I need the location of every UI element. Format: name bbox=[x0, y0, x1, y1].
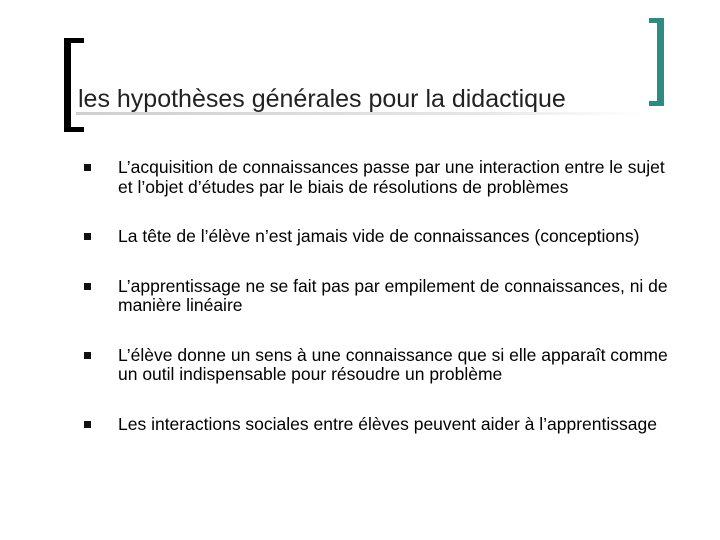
slide-title: les hypothèses générales pour la didactique bbox=[78, 85, 566, 113]
bullet-item bbox=[84, 227, 674, 247]
square-bullet-icon bbox=[84, 421, 91, 428]
bullet-item bbox=[84, 277, 674, 316]
title-bracket-left bbox=[64, 38, 71, 132]
title-bracket-right-top bbox=[649, 18, 664, 23]
bullet-text: Les interactions sociales entre élèves peuvent aider à l’apprentissage bbox=[118, 413, 657, 434]
square-bullet-icon bbox=[84, 283, 91, 290]
bullet-list bbox=[84, 158, 674, 434]
bullet-text: L’acquisition de connaissances passe par une interaction entre le sujet et l’objet d’études par le biais de résolutions de problèmes bbox=[118, 157, 665, 197]
title-bracket-left-bottom bbox=[64, 127, 84, 132]
bullet-item bbox=[84, 158, 674, 197]
square-bullet-icon bbox=[84, 164, 91, 171]
square-bullet-icon bbox=[84, 233, 91, 240]
bullet-text: L’élève donne un sens à une connaissance que si elle apparaît comme un outil indispensable pour résoudre un problème bbox=[118, 344, 668, 384]
title-bracket-right bbox=[657, 18, 664, 106]
bullet-item bbox=[84, 346, 674, 385]
bullet-item bbox=[84, 415, 674, 435]
square-bullet-icon bbox=[84, 352, 91, 359]
title-bracket-right-bottom bbox=[649, 101, 664, 106]
bullet-text: La tête de l’élève n’est jamais vide de connaissances (conceptions) bbox=[118, 226, 640, 246]
title-bracket-left-top bbox=[64, 38, 84, 43]
bullet-text: L’apprentissage ne se fait pas par empilement de connaissances, ni de manière linéaire bbox=[118, 275, 668, 315]
